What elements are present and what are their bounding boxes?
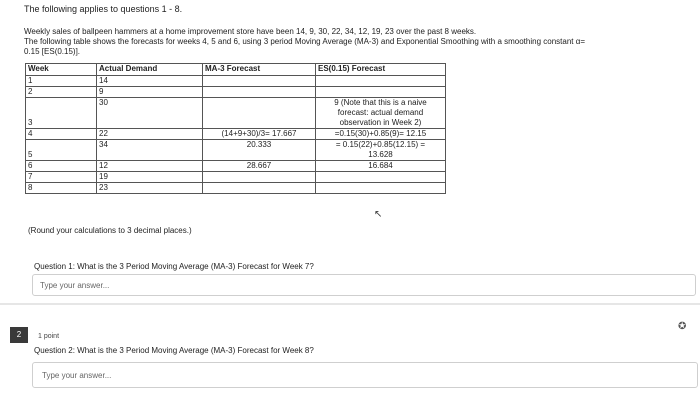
cell-actual-demand: 9: [97, 87, 203, 98]
cell-es-forecast: [316, 98, 446, 129]
es-forecast-line: = 0.15(22)+0.85(12.15) =: [335, 140, 426, 149]
question-number-badge: 2: [10, 327, 28, 343]
question-2-answer-input[interactable]: [32, 362, 698, 388]
table-row: [26, 183, 446, 194]
cell-ma3-forecast: [203, 161, 316, 172]
ma3-forecast-line: 20.333: [246, 140, 272, 149]
section-title: The following applies to questions 1 - 8.: [24, 4, 183, 14]
cell-ma3-forecast: [203, 183, 316, 194]
cell-actual-demand: 12: [97, 161, 203, 172]
header-week: Week: [26, 64, 97, 76]
cell-ma3-forecast: [203, 98, 316, 129]
es-forecast-line: forecast: actual demand: [337, 108, 424, 117]
cell-week: 8: [26, 183, 97, 194]
intro-text-line-2: The following table shows the forecasts for weeks 4, 5 and 6, using 3 period Moving Average (MA-3) and Exponential Smoothing with a smoothing constant α=: [24, 37, 586, 46]
mouse-cursor-icon: ↖: [374, 209, 383, 220]
header-actual-demand: Actual Demand: [97, 64, 203, 76]
cell-ma3-forecast: [203, 172, 316, 183]
cell-actual-demand: 19: [97, 172, 203, 183]
ma3-forecast-line: (14+9+30)/3= 17.667: [221, 129, 297, 138]
table-row: [26, 161, 446, 172]
cell-es-forecast: [316, 161, 446, 172]
question-1-answer-input[interactable]: [32, 274, 696, 296]
cell-week: 2: [26, 87, 97, 98]
ma3-forecast-line: 28.667: [246, 161, 272, 170]
cell-ma3-forecast: [203, 129, 316, 140]
table-body: [26, 76, 446, 194]
table-row: [26, 76, 446, 87]
cell-es-forecast: [316, 129, 446, 140]
es-forecast-line: 13.628: [368, 150, 393, 159]
table-row: [26, 129, 446, 140]
table-row: [26, 140, 446, 161]
question-1-text: Question 1: What is the 3 Period Moving Average (MA-3) Forecast for Week 7?: [34, 262, 314, 271]
question-divider: [0, 303, 700, 305]
cell-actual-demand: 22: [97, 129, 203, 140]
table-row: [26, 98, 446, 129]
cell-week: 5: [26, 140, 97, 161]
es-forecast-line: observation in Week 2): [339, 118, 422, 127]
header-es-forecast: ES(0.15) Forecast: [316, 64, 446, 76]
cell-es-forecast: [316, 140, 446, 161]
table-row: [26, 172, 446, 183]
table-header-row: [26, 64, 446, 76]
question-2-text: Question 2: What is the 3 Period Moving Average (MA-3) Forecast for Week 8?: [34, 346, 314, 355]
cell-es-forecast: [316, 172, 446, 183]
cell-week: 6: [26, 161, 97, 172]
cell-actual-demand: 34: [97, 140, 203, 161]
intro-text-line-1: Weekly sales of ballpeen hammers at a home improvement store have been 14, 9, 30, 22, 34, 12, 19, 23 over the past 8 weeks.: [24, 27, 477, 36]
cell-week: 3: [26, 98, 97, 129]
es-forecast-line: 9 (Note that this is a naive: [334, 98, 427, 107]
forecast-table: [25, 63, 446, 194]
header-ma3-forecast: MA-3 Forecast: [203, 64, 316, 76]
es-forecast-line: 16.684: [368, 161, 393, 170]
cell-actual-demand: 14: [97, 76, 203, 87]
cell-actual-demand: 30: [97, 98, 203, 129]
table-row: [26, 87, 446, 98]
cell-actual-demand: 23: [97, 183, 203, 194]
cell-es-forecast: [316, 76, 446, 87]
cell-ma3-forecast: [203, 76, 316, 87]
cell-ma3-forecast: [203, 140, 316, 161]
cell-week: 7: [26, 172, 97, 183]
cell-ma3-forecast: [203, 87, 316, 98]
cell-week: 1: [26, 76, 97, 87]
intro-text-line-3: 0.15 [ES(0.15)].: [24, 47, 81, 56]
question-points: 1 point: [38, 333, 60, 340]
cell-es-forecast: [316, 87, 446, 98]
rounding-note: (Round your calculations to 3 decimal places.): [28, 226, 192, 235]
pin-icon[interactable]: ✪: [678, 321, 687, 332]
cell-es-forecast: [316, 183, 446, 194]
cell-week: 4: [26, 129, 97, 140]
es-forecast-line: =0.15(30)+0.85(9)= 12.15: [334, 129, 427, 138]
